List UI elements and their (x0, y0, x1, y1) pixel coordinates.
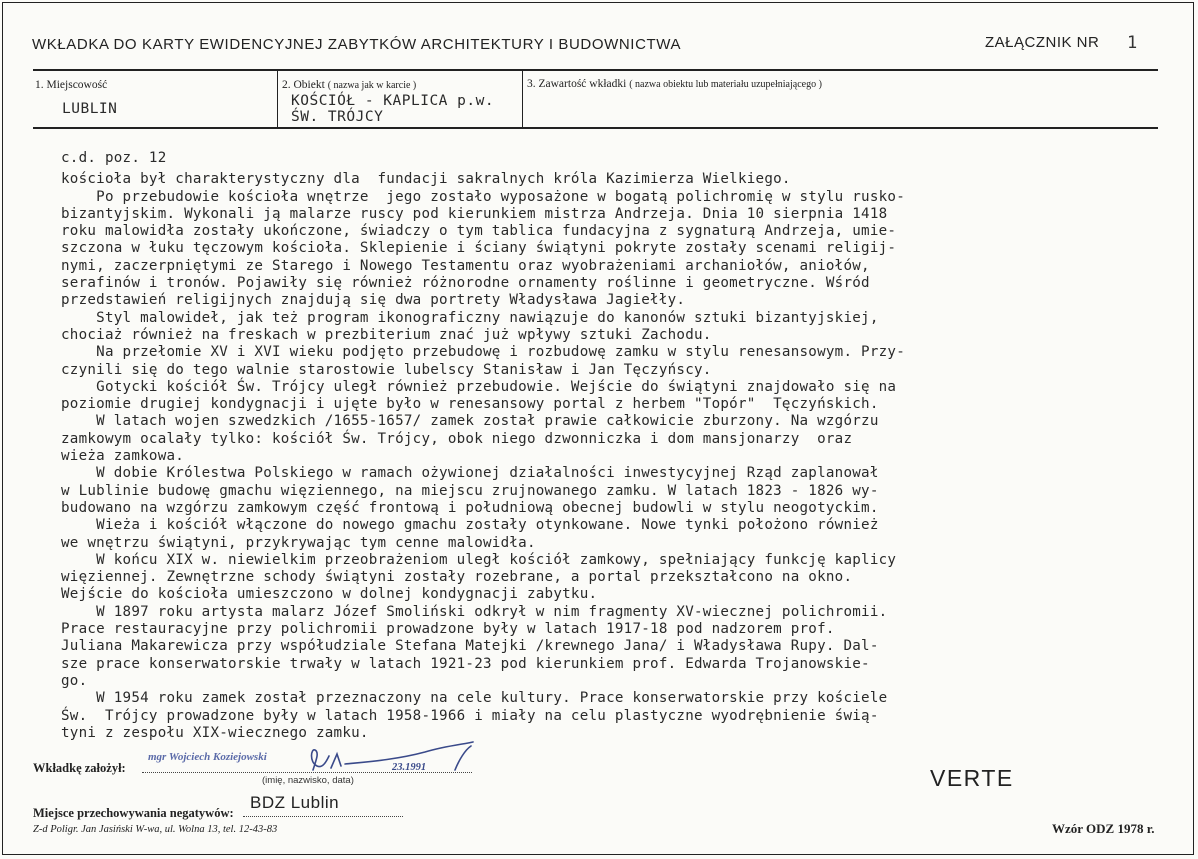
body-line: Po przebudowie kościoła wnętrze jego zostało wyposażone w bogatą polichromię w stylu rusko- (61, 188, 905, 205)
body-line: W końcu XIX w. niewielkim przeobrażeniom uległ kościół zamkowy, spełniający funkcję kaplicy (61, 551, 897, 568)
body-line: Gotycki kościół Św. Trójcy uległ również przebudowie. Wejście do świątyni znajdowało się na (61, 378, 897, 395)
body-line: we wnętrzu świątyni, przykrywając tym cenne malowidła. (61, 534, 536, 551)
body-line: zamkowym ocalały tylko: kościół Św. Trójcy, obok niego dzwonniczka i dom mansjonarzy oraz (61, 430, 853, 447)
form-template-id: Wzór ODZ 1978 r. (1052, 821, 1155, 836)
body-line: Na przełomie XV i XVI wieku podjęto przebudowę i rozbudowę zamku w stylu renesansowym. Przy- (61, 344, 905, 361)
attachment-label: ZAŁĄCZNIK NR (985, 34, 1100, 51)
table-bottom-rule (33, 127, 1158, 129)
column-divider-1 (277, 70, 278, 128)
body-line: serafinów i tronów. Pojawiły się również różnorodne ornamenty roślinne i geometryczne. Wśród (61, 275, 870, 292)
obiekt-label-group (282, 79, 416, 91)
zawartosc-note: ( nazwa obiektu lub materiału uzupełniającego ) (629, 79, 822, 90)
body-line: Wieża i kościół włączone do nowego gmachu zostały otynkowane. Nowe tynki położono również (61, 517, 879, 534)
obiekt-value-line-1: KOŚCIÓŁ - KAPLICA p.w. (291, 93, 495, 109)
body-line: budowano na wzgórzu zamkowym część frontową i południową obecnej budowli w stylu neogotyckim. (61, 499, 879, 516)
body-line: bizantyjskim. Wykonali ją malarze ruscy pod kierunkiem mistrza Andrzeja. Dnia 10 sierpnia 1418 (61, 205, 888, 222)
miejscowosc-value: LUBLIN (62, 101, 118, 117)
attachment-number: 1 (1127, 33, 1138, 53)
body-line: go. (61, 672, 88, 689)
printer-imprint: Z-d Poligr. Jan Jasiński W-wa, ul. Wolna 13, tel. 12-43-83 (33, 824, 278, 835)
zawartosc-label-group (527, 78, 822, 90)
body-line: wieża zamkowa. (61, 448, 185, 465)
column-divider-2 (522, 70, 523, 128)
body-line: Juliana Makarewicza przy współudziale Stefana Matejki /krewnego Jana/ i Władysława Rupy. Dal- (61, 638, 879, 655)
zawartosc-label: 3. Zawartość wkładki (527, 78, 627, 90)
body-line: Św. Trójcy prowadzone były w latach 1958-1966 i miały na celu plastyczne wyodrębnienie świą- (61, 707, 879, 724)
obiekt-note: ( nazwa jak w karcie ) (327, 80, 417, 91)
negatywy-value: BDZ Lublin (250, 793, 340, 812)
body-line: więziennej. Zewnętrzne schody świątyni zostały rozebrane, a portal przekształcono na okno. (61, 569, 853, 586)
negatywy-label: Miejsce przechowywania negatywów: (33, 806, 234, 820)
body-line: W latach wojen szwedzkich /1655-1657/ zamek został prawie całkowicie zburzony. Na wzgórzu (61, 413, 879, 430)
zalozyl-label: Wkładkę założył: (33, 761, 126, 775)
body-line: czynili się do tego walnie starostowie lubelscy Stanisław i Jan Tęczyńscy. (61, 361, 712, 378)
body-line: sze prace konserwatorskie trwały w latach 1921-23 pod kierunkiem prof. Edwarda Trojanowskie- (61, 655, 870, 672)
body-line: c.d. poz. 12 (61, 150, 167, 166)
body-line: chociaż również na freskach w prezbiterium znać już wpływy sztuki Zachodu. (61, 326, 712, 343)
body-line: w Lublinie budowę gmachu więziennego, na miejscu zrujnowanego zamku. W latach 1823 - 1826 wy- (61, 482, 879, 499)
body-line: W 1954 roku zamek został przeznaczony na cele kultury. Prace konserwatorskie przy kościele (61, 690, 888, 707)
body-line: Styl malowideł, jak też program ikonograficzny nawiązuje do kanonów sztuki bizantyjskiej, (61, 309, 879, 326)
miejscowosc-label: 1. Miejscowość (35, 79, 108, 91)
typed-body-text (61, 150, 905, 742)
body-line: W 1897 roku artysta malarz Józef Smoliński odkrył w nim fragmenty XV-wiecznej polichromii. (61, 603, 888, 620)
body-line: tyni z zespołu XIX-wiecznego zamku. (61, 724, 369, 741)
form-title: WKŁADKA DO KARTY EWIDENCYJNEJ ZABYTKÓW ARCHITEKTURY I BUDOWNICTWA (32, 36, 682, 53)
body-line: W dobie Królestwa Polskiego w ramach ożywionej działalności inwestycyjnej Rząd zaplanował (61, 465, 879, 482)
signature-date: 23.1991 (392, 762, 427, 773)
obiekt-label: 2. Obiekt (282, 79, 325, 91)
body-line: Wejście do kościoła umieszczono w dolnej kondygnacji zabytku. (61, 586, 598, 603)
obiekt-value-line-2: ŚW. TRÓJCY (291, 109, 384, 125)
imie-caption: (imię, nazwisko, data) (262, 775, 354, 786)
body-line: kościoła był charakterystyczny dla fundacji sakralnych króla Kazimierza Wielkiego. (61, 171, 791, 188)
author-stamp: mgr Wojciech Koziejowski (148, 751, 267, 763)
body-line: roku malowidła zostały ukończone, świadczy o tym tablica fundacyjna z sygnaturą Andrzeja, umie- (61, 223, 897, 240)
signature (305, 740, 485, 780)
negatywy-dotted-line (243, 816, 403, 817)
body-line: poziomie drugiej kondygnacji i ujęte było w renesansowy portal z herbem "Topór" Tęczyńskich. (61, 396, 879, 413)
body-line: przedstawień religijnych znajdują się dwa portrety Władysława Jagiełły. (61, 292, 686, 309)
body-line: nymi, zaczerpniętymi ze Starego i Nowego Testamentu oraz wyobrażeniami archaniołów, aniołów, (61, 257, 870, 274)
body-line: szczona w łuku tęczowym kościoła. Sklepienie i ściany świątyni pokryte zostały scenami religij- (61, 240, 897, 257)
table-top-rule (33, 69, 1158, 71)
verte-mark: VERTE (930, 765, 1014, 791)
body-line: Prace restauracyjne przy polichromii prowadzone były w latach 1917-18 pod nadzorem prof. (61, 621, 835, 638)
